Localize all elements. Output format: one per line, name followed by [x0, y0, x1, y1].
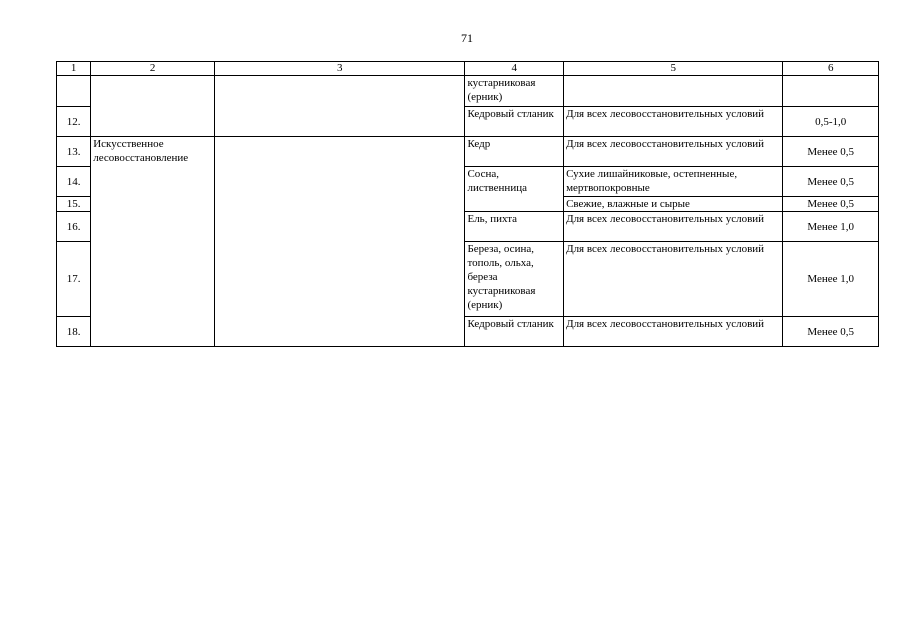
species-cell: Кедровый стланик: [465, 317, 564, 347]
conditions-cell: Для всех лесовосстановительных условий: [564, 212, 783, 242]
column-header: 3: [214, 62, 465, 76]
conditions-cell: [564, 76, 783, 107]
column-header: 1: [57, 62, 91, 76]
value-cell: Менее 0,5: [783, 317, 879, 347]
row-number: 18.: [57, 317, 91, 347]
table-row: [57, 76, 879, 107]
data-table: [56, 61, 879, 347]
conditions-cell: Для всех лесовосстановительных условий: [564, 107, 783, 137]
column3-cell-empty: [214, 137, 465, 347]
row-number: 14.: [57, 167, 91, 197]
group-cell-empty: [91, 76, 215, 137]
row-number: [57, 76, 91, 107]
value-cell: Менее 0,5: [783, 197, 879, 212]
conditions-cell: Для всех лесовосстановительных условий: [564, 242, 783, 317]
column-header: 2: [91, 62, 215, 76]
row-number: 16.: [57, 212, 91, 242]
species-cell: кустарниковая (ерник): [465, 76, 564, 107]
column3-cell-empty: [214, 76, 465, 137]
group-label-cell: Искусственное лесовосстановление: [91, 137, 215, 347]
species-cell: Кедровый стланик: [465, 107, 564, 137]
species-cell: Кедр: [465, 137, 564, 167]
row-number: 13.: [57, 137, 91, 167]
row-number: 12.: [57, 107, 91, 137]
value-cell: 0,5-1,0: [783, 107, 879, 137]
column-header: 6: [783, 62, 879, 76]
value-cell: Менее 0,5: [783, 167, 879, 197]
table-row: [57, 137, 879, 167]
conditions-cell: Для всех лесовосстановительных условий: [564, 317, 783, 347]
value-cell: [783, 76, 879, 107]
column-header: 4: [465, 62, 564, 76]
value-cell: Менее 1,0: [783, 212, 879, 242]
conditions-cell: Для всех лесовосстановительных условий: [564, 137, 783, 167]
row-number: 15.: [57, 197, 91, 212]
table-header-row: [57, 62, 879, 76]
page-number: 71: [461, 31, 473, 45]
species-cell: Сосна, лиственница: [465, 167, 564, 212]
species-cell: Ель, пихта: [465, 212, 564, 242]
value-cell: Менее 0,5: [783, 137, 879, 167]
value-cell: Менее 1,0: [783, 242, 879, 317]
conditions-cell: Сухие лишайниковые, остепненные, мертвопокровные: [564, 167, 783, 197]
row-number: 17.: [57, 242, 91, 317]
conditions-cell: Свежие, влажные и сырые: [564, 197, 783, 212]
column-header: 5: [564, 62, 783, 76]
species-cell: Береза, осина, тополь, ольха, береза кустарниковая (ерник): [465, 242, 564, 317]
